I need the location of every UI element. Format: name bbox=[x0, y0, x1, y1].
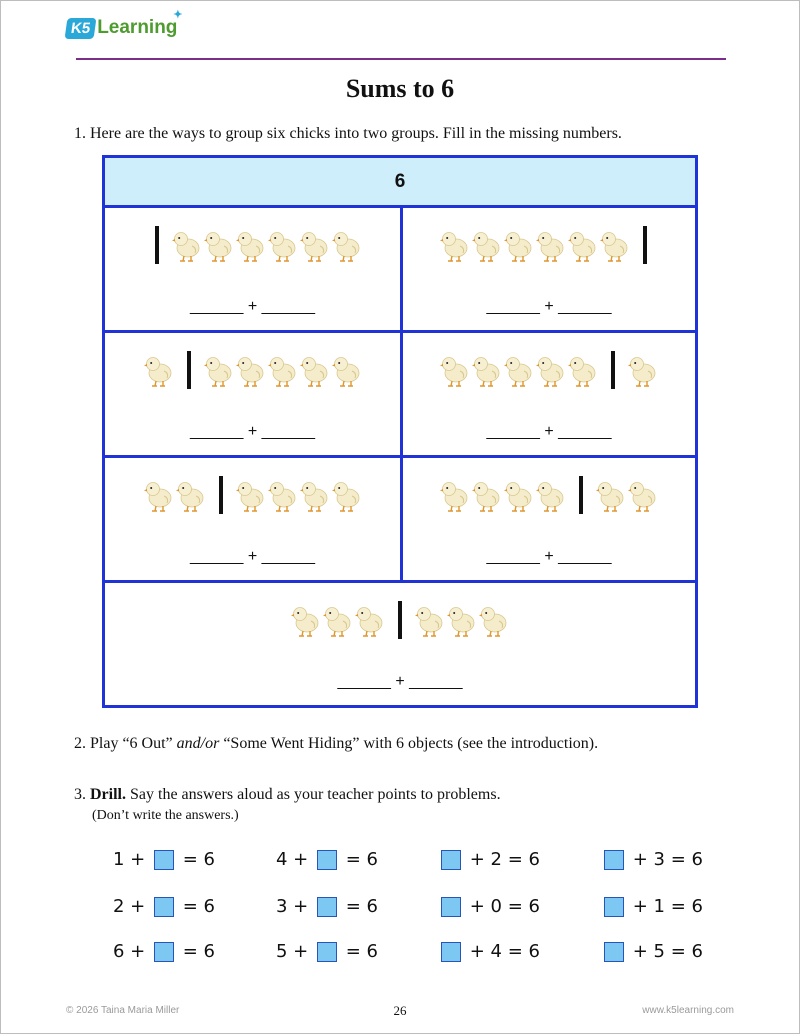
group-cell bbox=[105, 333, 403, 458]
header-rule bbox=[76, 58, 726, 60]
chick-icon bbox=[291, 603, 321, 637]
and-or-emphasis: and/or bbox=[176, 735, 220, 752]
chick-icon bbox=[504, 353, 534, 387]
group-cell bbox=[403, 208, 695, 333]
chick-icon bbox=[323, 603, 353, 637]
chick-icon bbox=[596, 478, 626, 512]
chick-icon bbox=[355, 603, 385, 637]
chick-icon bbox=[300, 353, 330, 387]
chick-icon bbox=[268, 478, 298, 512]
group-cell bbox=[105, 583, 695, 705]
answer-box[interactable] bbox=[604, 897, 624, 917]
chick-icon bbox=[236, 478, 266, 512]
chick-row bbox=[403, 226, 695, 264]
drill-problem: 5 + = 6 bbox=[276, 941, 378, 962]
group-divider bbox=[187, 351, 191, 389]
chick-icon bbox=[172, 228, 202, 262]
chick-icon bbox=[536, 228, 566, 262]
logo-wordmark: Learning ✦ bbox=[97, 9, 183, 38]
chick-icon bbox=[300, 228, 330, 262]
group-divider bbox=[579, 476, 583, 514]
group-cell bbox=[403, 458, 695, 583]
chick-icon bbox=[628, 478, 658, 512]
chick-icon bbox=[440, 353, 470, 387]
answer-box[interactable] bbox=[441, 942, 461, 962]
chick-icon bbox=[600, 228, 630, 262]
chick-icon bbox=[144, 353, 174, 387]
answer-box[interactable] bbox=[317, 942, 337, 962]
chick-icon bbox=[236, 353, 266, 387]
group-cell bbox=[403, 333, 695, 458]
chick-icon bbox=[415, 603, 445, 637]
answer-blanks[interactable]: ______ + ______ bbox=[486, 423, 612, 440]
answer-box[interactable] bbox=[154, 942, 174, 962]
drill-problem: 3 + = 6 bbox=[276, 896, 378, 917]
chick-icon bbox=[568, 353, 598, 387]
chick-icon bbox=[568, 228, 598, 262]
chick-icon bbox=[472, 353, 502, 387]
drill-problem: + 5 = 6 bbox=[601, 941, 703, 962]
logo-k5-mark: K5 bbox=[65, 18, 97, 39]
chick-icon bbox=[332, 228, 362, 262]
chick-icon bbox=[204, 228, 234, 262]
chick-icon bbox=[472, 478, 502, 512]
logo-person-icon: ✦ bbox=[173, 9, 183, 21]
drill-problem: 1 + = 6 bbox=[113, 849, 215, 870]
chick-icon bbox=[440, 228, 470, 262]
answer-box[interactable] bbox=[154, 850, 174, 870]
chick-icon bbox=[536, 353, 566, 387]
chick-icon bbox=[300, 478, 330, 512]
page-title: Sums to 6 bbox=[345, 74, 455, 103]
drill-problem: 4 + = 6 bbox=[276, 849, 378, 870]
group-divider bbox=[219, 476, 223, 514]
answer-box[interactable] bbox=[441, 897, 461, 917]
answer-box[interactable] bbox=[441, 850, 461, 870]
chick-icon bbox=[204, 353, 234, 387]
group-divider bbox=[611, 351, 615, 389]
chick-icon bbox=[440, 478, 470, 512]
question-3: 3. Drill. Say the answers aloud as your teacher points to problems. bbox=[74, 786, 501, 803]
answer-box[interactable] bbox=[317, 897, 337, 917]
chick-icon bbox=[176, 478, 206, 512]
answer-box[interactable] bbox=[154, 897, 174, 917]
footer-copyright: © 2026 Taina Maria Miller bbox=[66, 1005, 180, 1016]
group-divider bbox=[398, 601, 402, 639]
group-divider bbox=[155, 226, 159, 264]
k5-learning-logo[interactable] bbox=[66, 9, 183, 42]
chick-icon bbox=[332, 353, 362, 387]
drill-problem: + 2 = 6 bbox=[438, 849, 540, 870]
chick-icon bbox=[504, 228, 534, 262]
answer-blanks[interactable]: ______ + ______ bbox=[486, 548, 612, 565]
chick-row bbox=[105, 351, 400, 389]
chick-icon bbox=[472, 228, 502, 262]
answer-blanks[interactable]: ______ + ______ bbox=[189, 423, 315, 440]
chick-icon bbox=[447, 603, 477, 637]
drill-problem: + 4 = 6 bbox=[438, 941, 540, 962]
chick-icon bbox=[332, 478, 362, 512]
answer-blanks[interactable]: ______ + ______ bbox=[189, 548, 315, 565]
chick-icon bbox=[504, 478, 534, 512]
drill-label: Drill. bbox=[90, 786, 126, 803]
chick-row bbox=[403, 351, 695, 389]
drill-problem: 2 + = 6 bbox=[113, 896, 215, 917]
chick-icon bbox=[236, 228, 266, 262]
group-cell bbox=[105, 458, 403, 583]
chick-row bbox=[403, 476, 695, 514]
answer-blanks[interactable]: ______ + ______ bbox=[337, 673, 463, 690]
chick-icon bbox=[144, 478, 174, 512]
answer-box[interactable] bbox=[317, 850, 337, 870]
footer-website[interactable]: www.k5learning.com bbox=[642, 1005, 734, 1016]
question-1: 1. Here are the ways to group six chicks into two groups. Fill in the missing numbers. bbox=[74, 125, 622, 142]
chick-row bbox=[105, 226, 400, 264]
chick-icon bbox=[268, 228, 298, 262]
drill-problem: + 1 = 6 bbox=[601, 896, 703, 917]
answer-blanks[interactable]: ______ + ______ bbox=[189, 298, 315, 315]
group-divider bbox=[643, 226, 647, 264]
chick-icon bbox=[268, 353, 298, 387]
chick-icon bbox=[628, 353, 658, 387]
table-header: 6 bbox=[105, 158, 695, 208]
drill-problem: + 0 = 6 bbox=[438, 896, 540, 917]
question-2: 2. Play “6 Out” and/or “Some Went Hiding” with 6 objects (see the introduction). bbox=[74, 735, 599, 752]
group-cell bbox=[105, 208, 403, 333]
drill-problem: + 3 = 6 bbox=[601, 849, 703, 870]
chick-row bbox=[105, 476, 400, 514]
chick-icon bbox=[479, 603, 509, 637]
question-3-note: (Don’t write the answers.) bbox=[92, 808, 239, 823]
chick-icon bbox=[536, 478, 566, 512]
page-number: 26 bbox=[393, 1003, 407, 1018]
answer-box[interactable] bbox=[604, 850, 624, 870]
answer-box[interactable] bbox=[604, 942, 624, 962]
chick-groups-table bbox=[102, 155, 698, 708]
answer-blanks[interactable]: ______ + ______ bbox=[486, 298, 612, 315]
chick-row bbox=[105, 601, 695, 639]
drill-problem: 6 + = 6 bbox=[113, 941, 215, 962]
